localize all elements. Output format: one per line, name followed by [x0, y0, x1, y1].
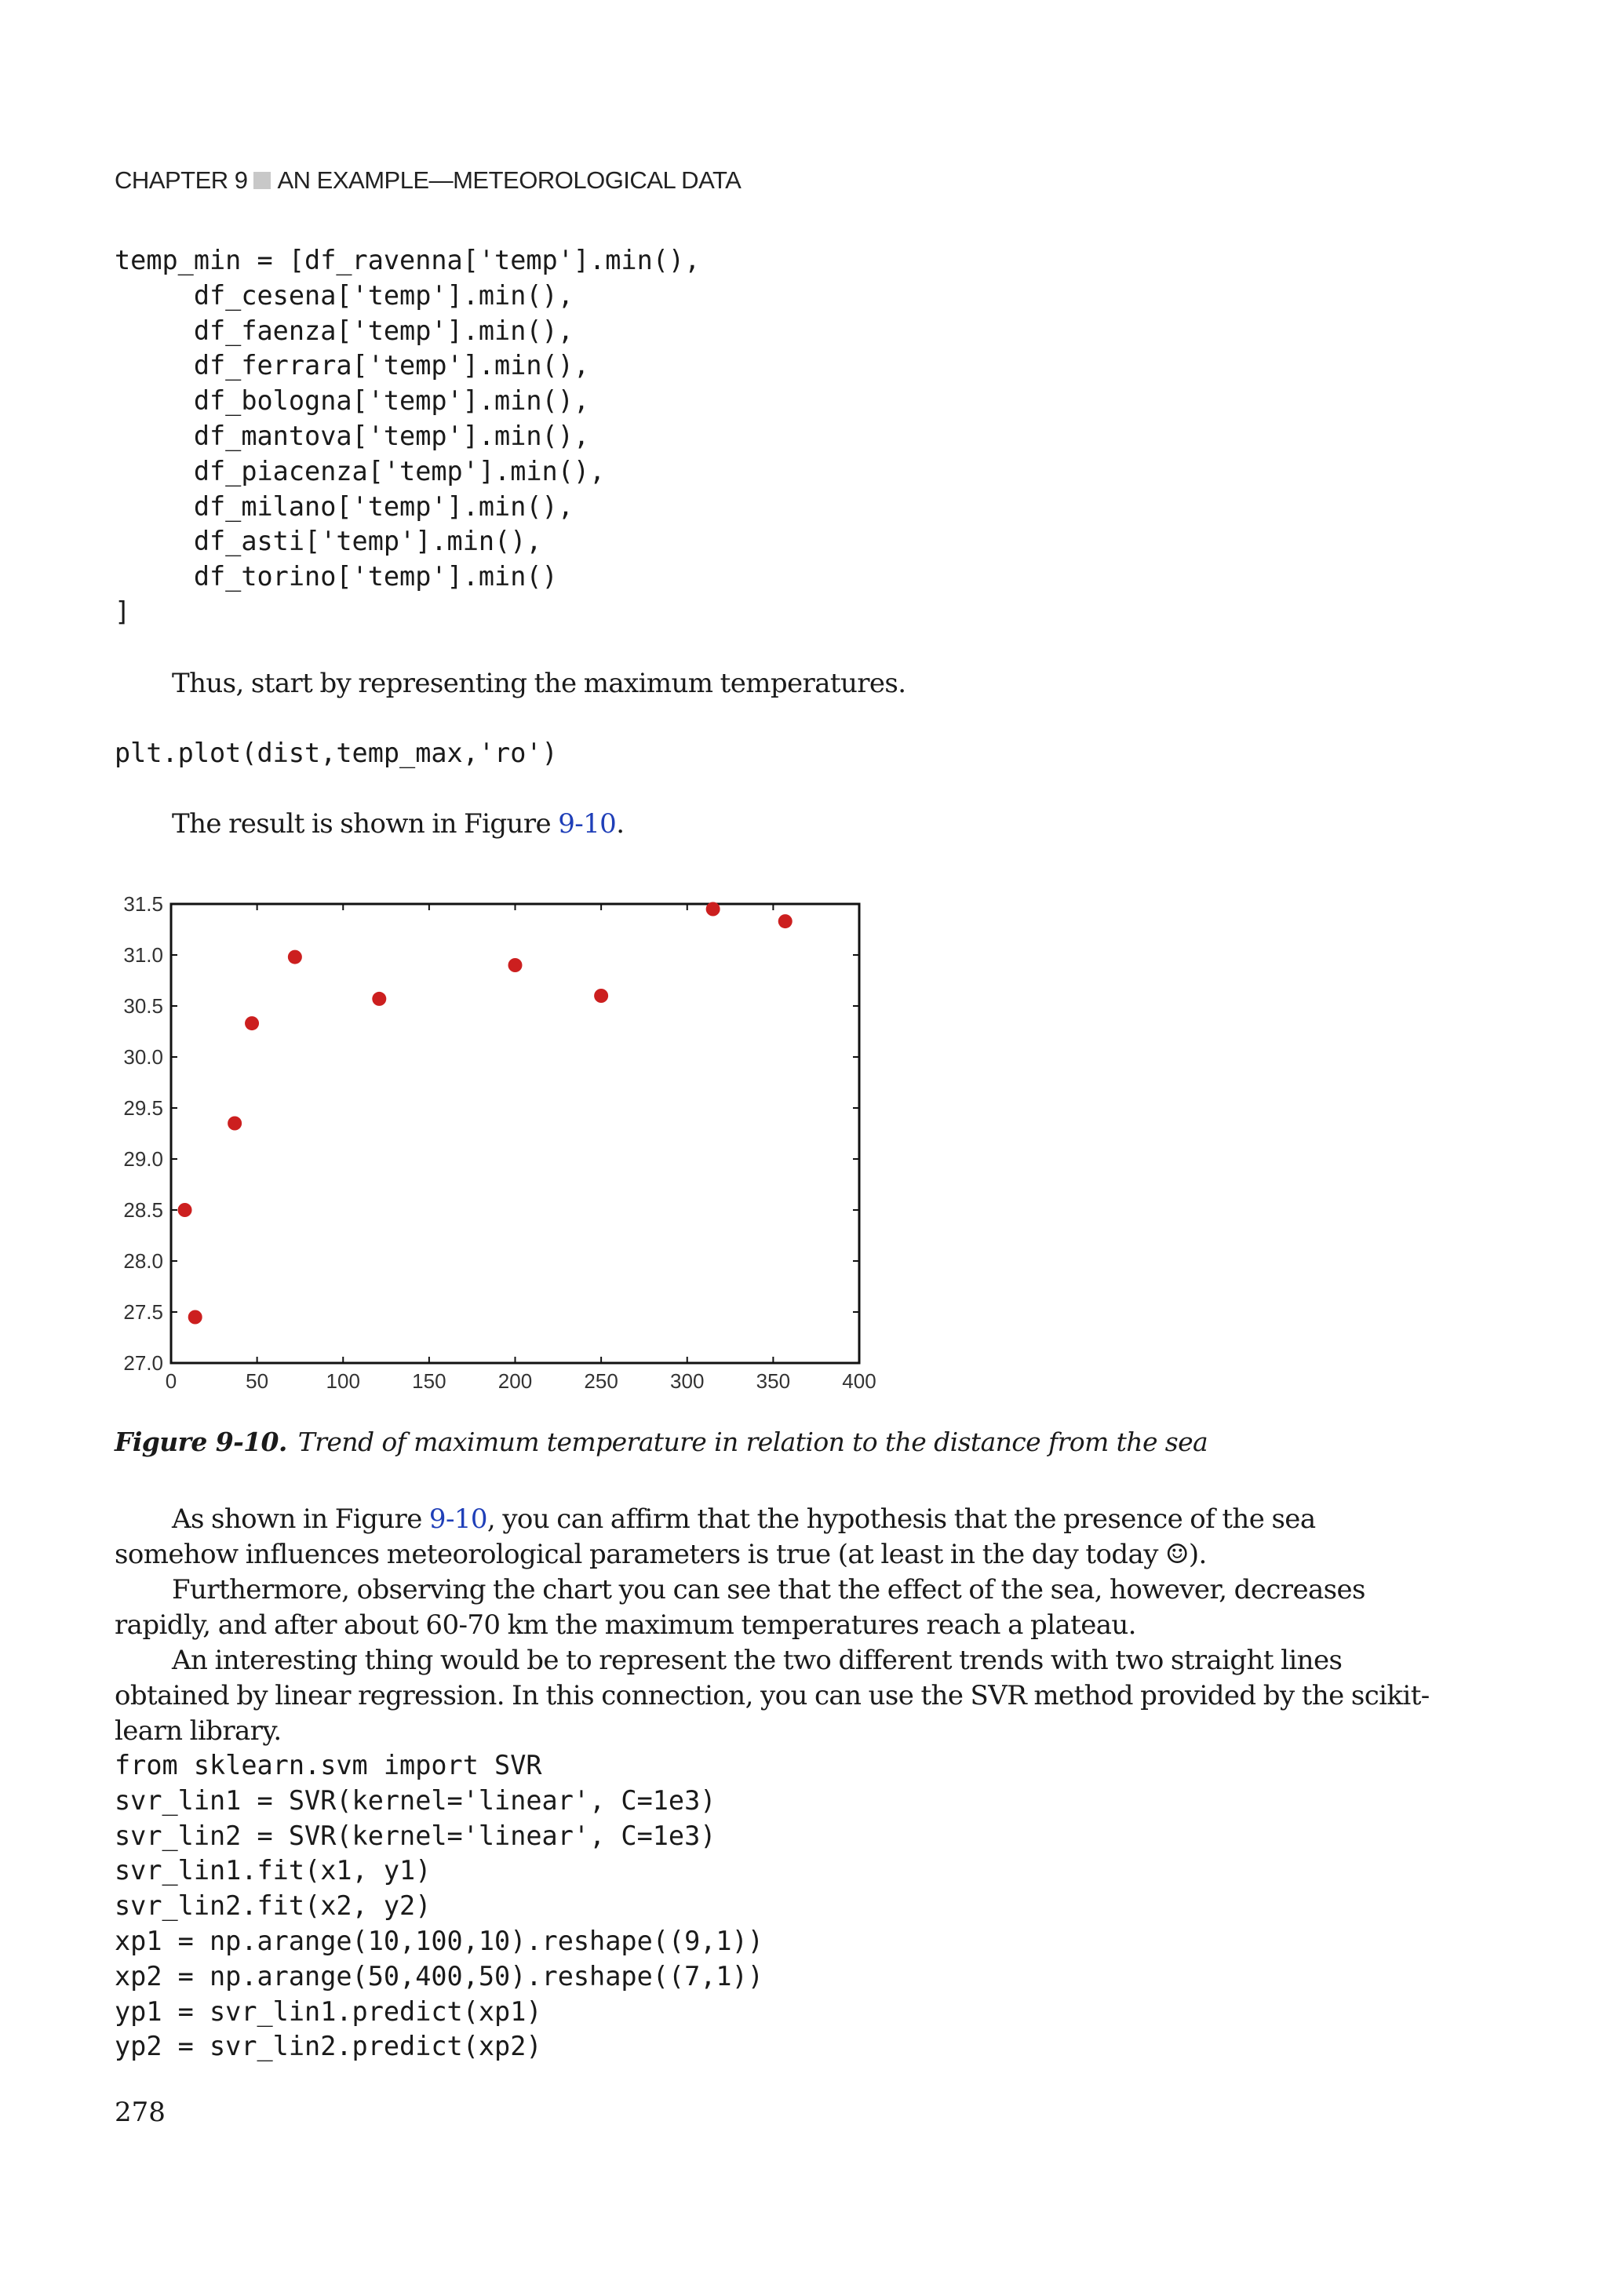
figure-caption-text: Trend of maximum temperature in relation to the distance from the sea: [297, 1427, 1208, 1457]
running-header: [115, 166, 741, 195]
chapter-label: CHAPTER 9: [115, 166, 248, 194]
y-tick-label: 31.0: [123, 943, 163, 967]
data-point: [372, 992, 386, 1006]
y-tick-label: 28.5: [123, 1198, 163, 1222]
figure-caption-label: Figure 9-10.: [115, 1427, 287, 1457]
paragraph-hypothesis: [115, 1502, 1433, 1573]
chart-axes: [123, 892, 876, 1393]
paragraph-plateau: [115, 1573, 1433, 1643]
data-point: [178, 1203, 192, 1217]
y-tick-label: 28.0: [123, 1249, 163, 1273]
paragraph-result-text: The result is shown in Figure: [172, 808, 559, 840]
data-point: [508, 958, 523, 972]
figure-caption: [115, 1427, 1208, 1457]
code-block-plot: plt.plot(dist,temp_max,'ro'): [115, 738, 558, 768]
paragraph-regression: [115, 1643, 1433, 1748]
y-tick-label: 31.5: [123, 892, 163, 916]
chapter-title: AN EXAMPLE—METEOROLOGICAL DATA: [277, 166, 742, 194]
data-point: [594, 989, 608, 1003]
x-tick-label: 250: [584, 1369, 618, 1393]
x-tick-label: 100: [326, 1369, 360, 1393]
data-point: [778, 914, 793, 928]
y-tick-label: 30.0: [123, 1045, 163, 1069]
paragraph-hypothesis-text: As shown in Figure: [172, 1503, 429, 1535]
y-tick-label: 29.0: [123, 1147, 163, 1171]
figure-link[interactable]: 9-10: [428, 1503, 487, 1535]
figure-link[interactable]: 9-10: [558, 808, 617, 840]
x-tick-label: 300: [670, 1369, 705, 1393]
paragraph-intro: [115, 666, 1433, 702]
paragraph-result: [115, 807, 1433, 842]
paragraph-result-end: .: [616, 808, 625, 840]
data-point: [288, 950, 302, 964]
x-tick-label: 150: [412, 1369, 446, 1393]
data-point: [706, 902, 720, 917]
x-tick-label: 350: [756, 1369, 791, 1393]
paragraph-plateau-text: Furthermore, observing the chart you can see that the effect of the sea, however, decreases rapidly, and after about 60-70 km the maximum temperatures reach a plateau.: [115, 1574, 1365, 1641]
y-tick-label: 27.5: [123, 1300, 163, 1324]
code-block-svr: from sklearn.svm import SVR svr_lin1 = SVR(kernel='linear', C=1e3) svr_lin2 = SVR(kernel='linear', C=1e3) svr_lin1.fit(x1, y1) svr_lin2.fit(x2, y2) xp1 = np.arange(10,100,10).reshape((9,1)) xp2 = np.arange(50,400,50).reshape((7,1)) yp1 = svr_lin1.predict(xp1) yp2 = svr_lin2.predict(xp2): [115, 1750, 763, 2062]
paragraph-intro-text: Thus, start by representing the maximum temperatures.: [172, 668, 906, 699]
x-tick-label: 400: [842, 1369, 876, 1393]
y-tick-label: 29.5: [123, 1096, 163, 1120]
header-separator-square: [253, 172, 271, 189]
data-point: [245, 1016, 259, 1030]
paragraph-hypothesis-end: , you can affirm that the hypothesis that the presence of the sea somehow influences meteorological parameters is true (at least in the day today ☺).: [115, 1503, 1316, 1570]
plot-frame: [171, 904, 859, 1363]
data-point: [188, 1310, 202, 1325]
scatter-chart: [110, 880, 887, 1398]
y-tick-label: 30.5: [123, 994, 163, 1018]
page-number: 278: [115, 2097, 166, 2128]
x-tick-label: 0: [165, 1369, 177, 1393]
x-tick-label: 200: [497, 1369, 533, 1393]
x-tick-label: 50: [246, 1369, 269, 1393]
paragraph-regression-text: An interesting thing would be to represent the two different trends with two straight lines obtained by linear regression. In this connection, you can use the SVR method provided by the scikit-learn library.: [115, 1645, 1430, 1747]
code-block-temp-min: temp_min = [df_ravenna['temp'].min(), df_cesena['temp'].min(), df_faenza['temp'].min(), df_ferrara['temp'].min(), df_bologna['temp'].min(), df_mantova['temp'].min(), df_piacenza['temp'].min(), df_milano['temp'].min(), df_asti['temp'].min(), df_torino['temp'].min() ]: [115, 245, 701, 627]
data-point: [228, 1117, 242, 1131]
y-tick-label: 27.0: [123, 1351, 163, 1375]
